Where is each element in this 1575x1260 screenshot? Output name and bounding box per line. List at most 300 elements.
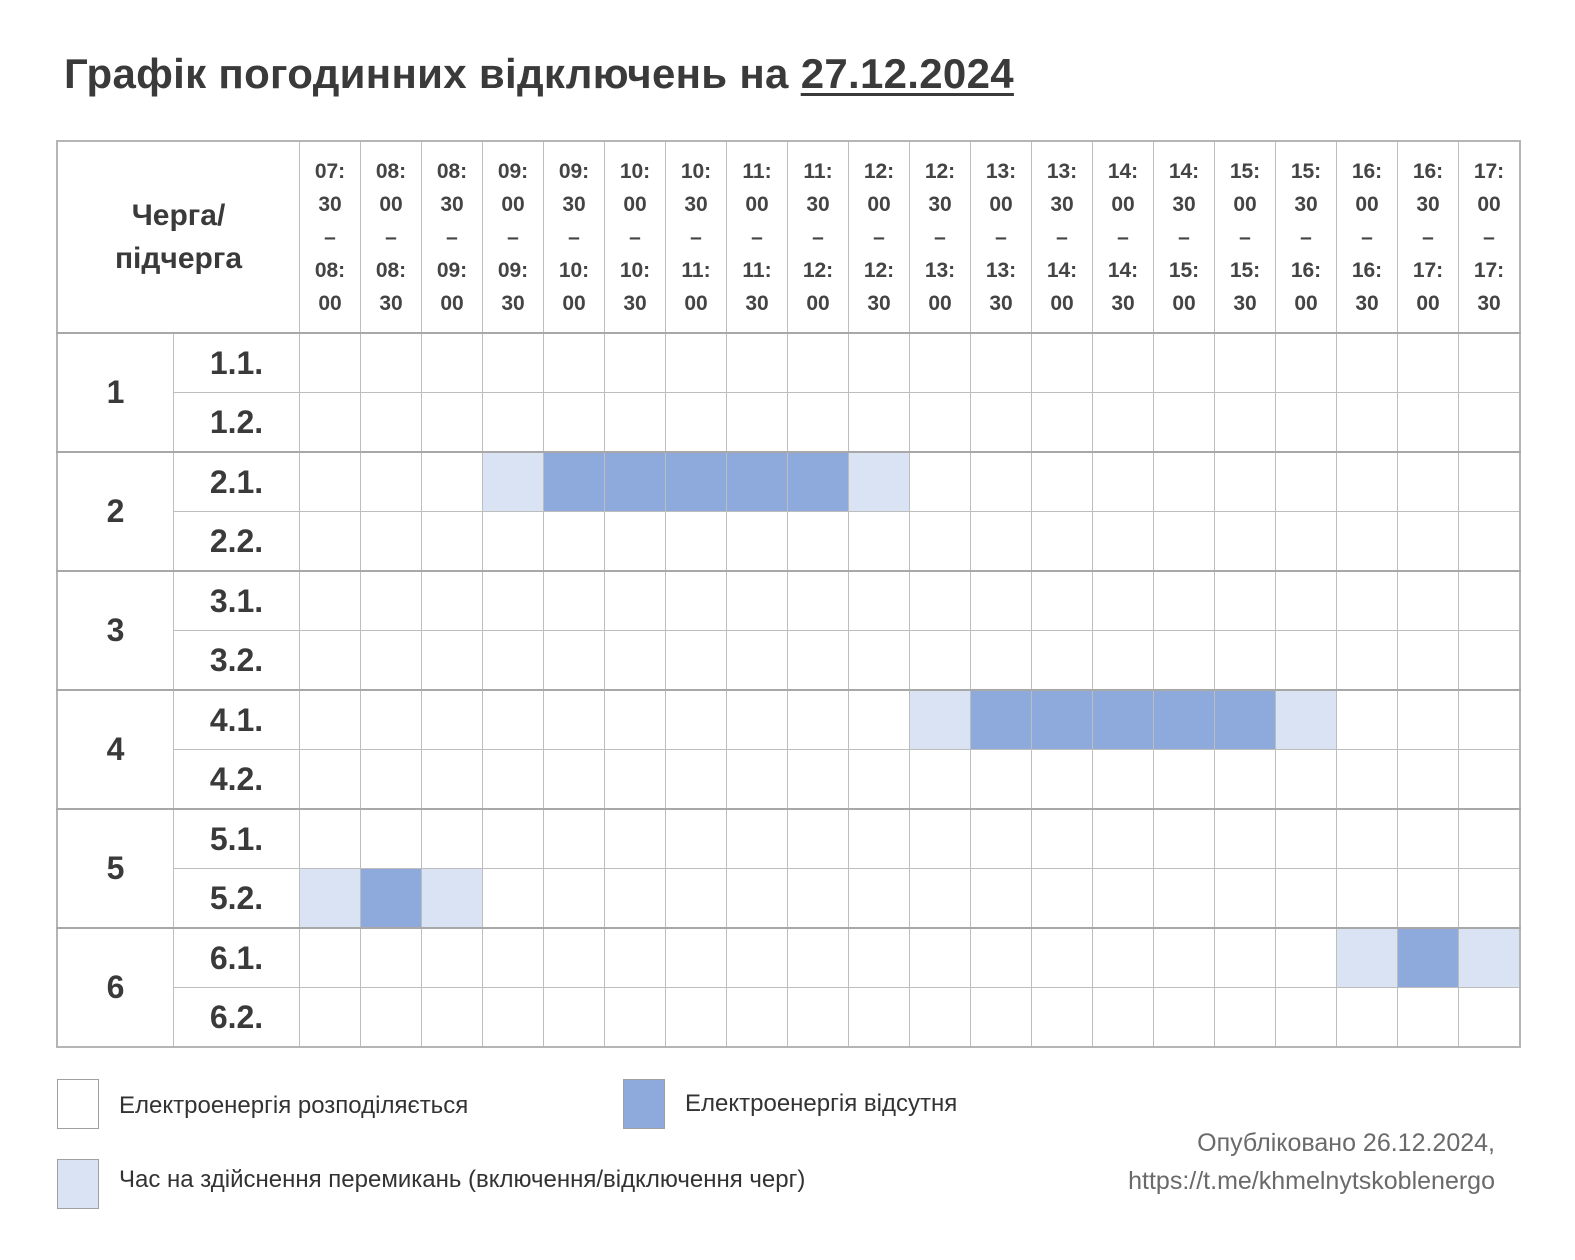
slot-cell-on [971, 393, 1032, 453]
time-slot-part: – [1178, 225, 1190, 249]
slot-cell-on [1459, 512, 1521, 572]
slot-cell-on [910, 393, 971, 453]
title-date: 27.12.2024 [800, 50, 1014, 97]
time-slot-part: 10: [680, 159, 712, 183]
time-slot-header [1093, 141, 1154, 333]
time-slot-part: 15: [1168, 258, 1200, 282]
time-slot-part: 13: [985, 258, 1017, 282]
page-title [64, 50, 1014, 98]
slot-cell-on [544, 631, 605, 691]
slot-cell-on [849, 690, 910, 750]
slot-cell-on [361, 928, 422, 988]
slot-cell-on [1276, 869, 1337, 929]
time-slot-part: 13: [924, 258, 956, 282]
slot-cell-off [1093, 690, 1154, 750]
time-slot-part: 00 [1355, 192, 1379, 216]
slot-cell-on [1032, 988, 1093, 1048]
outage-schedule-table [56, 140, 1521, 1048]
time-slot-part: 00 [318, 291, 342, 315]
slot-cell-on [544, 690, 605, 750]
slot-cell-on [1154, 512, 1215, 572]
slot-cell-on [1154, 393, 1215, 453]
source-link[interactable]: https://t.me/khmelnytskoblenergo [1128, 1167, 1495, 1195]
time-slot-part: – [385, 225, 397, 249]
time-slot-part: – [1239, 225, 1251, 249]
slot-cell-on [1459, 452, 1521, 512]
time-slot-part: 16: [1351, 258, 1383, 282]
slot-cell-on [422, 750, 483, 810]
slot-cell-on [483, 869, 544, 929]
slot-cell-on [361, 393, 422, 453]
time-slot-part: – [1117, 225, 1129, 249]
time-slot-part: 11: [681, 258, 711, 282]
time-slot-part: 12: [924, 159, 956, 183]
slot-cell-on [849, 869, 910, 929]
time-slot-part: 00 [1233, 192, 1257, 216]
slot-cell-on [727, 750, 788, 810]
legend-swatch-on [57, 1079, 99, 1129]
time-slot-part: 30 [440, 192, 464, 216]
slot-cell-on [910, 571, 971, 631]
slot-cell-on [605, 512, 666, 572]
schedule-row [57, 809, 1520, 869]
slot-cell-on [971, 928, 1032, 988]
slot-cell-on [1276, 393, 1337, 453]
slot-cell-on [605, 988, 666, 1048]
slot-cell-on [727, 928, 788, 988]
time-slot-part: 13: [985, 159, 1017, 183]
slot-cell-on [1215, 631, 1276, 691]
slot-cell-on [666, 631, 727, 691]
slot-cell-on [361, 452, 422, 512]
slot-cell-on [971, 750, 1032, 810]
slot-cell-on [1032, 809, 1093, 869]
slot-cell-on [788, 750, 849, 810]
slot-cell-on [1398, 988, 1459, 1048]
time-slot-part: 00 [562, 291, 586, 315]
slot-cell-on [849, 750, 910, 810]
slot-cell-on [910, 512, 971, 572]
slot-cell-on [544, 869, 605, 929]
time-slot-part: 00 [1294, 291, 1318, 315]
slot-cell-on [1276, 571, 1337, 631]
slot-cell-on [422, 988, 483, 1048]
slot-cell-on [971, 809, 1032, 869]
slot-cell-on [1215, 393, 1276, 453]
slot-cell-on [1276, 333, 1337, 393]
slot-cell-on [361, 631, 422, 691]
slot-cell-on [849, 333, 910, 393]
slot-cell-on [971, 988, 1032, 1048]
time-slot-part: 08: [314, 258, 346, 282]
time-slot-part: – [1300, 225, 1312, 249]
slot-cell-on [483, 333, 544, 393]
slot-cell-on [971, 333, 1032, 393]
slot-cell-on [483, 393, 544, 453]
corner-line-2: підчерга [114, 242, 243, 275]
corner-header [57, 141, 300, 333]
slot-cell-on [1398, 690, 1459, 750]
slot-cell-on [483, 690, 544, 750]
slot-cell-on [483, 988, 544, 1048]
slot-cell-on [1398, 452, 1459, 512]
slot-cell-switch [910, 690, 971, 750]
slot-cell-on [422, 393, 483, 453]
slot-cell-on [910, 750, 971, 810]
slot-cell-on [666, 988, 727, 1048]
slot-cell-on [1337, 988, 1398, 1048]
time-slot-part: 30 [1416, 192, 1440, 216]
legend-swatch-off [623, 1079, 665, 1129]
slot-cell-on [971, 571, 1032, 631]
time-slot-part: 11: [803, 159, 833, 183]
slot-cell-on [1093, 393, 1154, 453]
slot-cell-on [1093, 571, 1154, 631]
legend-swatch-switch [57, 1159, 99, 1209]
slot-cell-on [361, 571, 422, 631]
subqueue-label: 1.1. [174, 333, 300, 393]
slot-cell-on [605, 928, 666, 988]
slot-cell-on [483, 631, 544, 691]
queue-label: 4 [57, 690, 174, 809]
slot-cell-on [422, 512, 483, 572]
time-slot-part: 11: [742, 258, 772, 282]
time-slot-part: 30 [1294, 192, 1318, 216]
slot-cell-on [422, 452, 483, 512]
slot-cell-on [300, 452, 361, 512]
slot-cell-on [971, 452, 1032, 512]
slot-cell-switch [849, 452, 910, 512]
slot-cell-on [1276, 750, 1337, 810]
slot-cell-on [422, 571, 483, 631]
slot-cell-on [544, 809, 605, 869]
schedule-row [57, 750, 1520, 810]
slot-cell-switch [1459, 928, 1521, 988]
slot-cell-on [666, 393, 727, 453]
slot-cell-on [1215, 333, 1276, 393]
slot-cell-on [1154, 333, 1215, 393]
slot-cell-on [910, 333, 971, 393]
slot-cell-on [1276, 988, 1337, 1048]
time-slot-part: 09: [436, 258, 468, 282]
slot-cell-on [1337, 690, 1398, 750]
time-slot-part: 00 [1416, 291, 1440, 315]
time-slot-part: – [1056, 225, 1068, 249]
slot-cell-on [1093, 512, 1154, 572]
slot-cell-on [666, 571, 727, 631]
time-slot-part: 12: [863, 159, 895, 183]
slot-cell-on [1276, 512, 1337, 572]
slot-cell-on [605, 333, 666, 393]
slot-cell-on [1215, 750, 1276, 810]
slot-cell-on [910, 928, 971, 988]
time-slot-part: – [568, 225, 580, 249]
time-slot-part: 07: [314, 159, 346, 183]
schedule-row [57, 690, 1520, 750]
time-slot-part: – [507, 225, 519, 249]
slot-cell-on [666, 869, 727, 929]
slot-cell-on [1398, 809, 1459, 869]
slot-cell-off [544, 452, 605, 512]
time-slot-header [605, 141, 666, 333]
time-slot-part: 17: [1412, 258, 1444, 282]
time-slot-part: – [995, 225, 1007, 249]
slot-cell-on [300, 809, 361, 869]
slot-cell-on [788, 869, 849, 929]
time-slot-part: – [324, 225, 336, 249]
subqueue-label: 1.2. [174, 393, 300, 453]
time-slot-header [849, 141, 910, 333]
legend-label-switch: Час на здійснення перемикань (включення/відключення черг) [119, 1166, 806, 1193]
slot-cell-off [1398, 928, 1459, 988]
slot-cell-on [849, 571, 910, 631]
slot-cell-off [666, 452, 727, 512]
slot-cell-on [544, 393, 605, 453]
slot-cell-on [849, 809, 910, 869]
subqueue-label: 6.1. [174, 928, 300, 988]
slot-cell-on [483, 809, 544, 869]
time-slot-part: 00 [989, 192, 1013, 216]
slot-cell-on [1337, 750, 1398, 810]
slot-cell-on [1032, 333, 1093, 393]
slot-cell-on [1337, 631, 1398, 691]
slot-cell-on [361, 809, 422, 869]
queue-label: 5 [57, 809, 174, 928]
slot-cell-on [666, 928, 727, 988]
slot-cell-on [666, 333, 727, 393]
slot-cell-on [849, 988, 910, 1048]
slot-cell-on [666, 809, 727, 869]
slot-cell-off [727, 452, 788, 512]
time-slot-part: 00 [1050, 291, 1074, 315]
subqueue-label: 5.1. [174, 809, 300, 869]
slot-cell-on [1154, 928, 1215, 988]
subqueue-label: 4.2. [174, 750, 300, 810]
time-slot-part: – [751, 225, 763, 249]
legend-label-on: Електроенергія розподіляється [119, 1092, 469, 1119]
slot-cell-on [300, 690, 361, 750]
slot-cell-on [1154, 809, 1215, 869]
slot-cell-on [1215, 571, 1276, 631]
slot-cell-on [849, 393, 910, 453]
time-slot-part: 00 [806, 291, 830, 315]
time-slot-part: 14: [1168, 159, 1200, 183]
time-slot-part: 30 [989, 291, 1013, 315]
subqueue-label: 2.1. [174, 452, 300, 512]
slot-cell-on [666, 750, 727, 810]
slot-cell-on [849, 928, 910, 988]
slot-cell-on [910, 452, 971, 512]
slot-cell-on [1093, 928, 1154, 988]
schedule-row [57, 333, 1520, 393]
slot-cell-on [605, 809, 666, 869]
slot-cell-on [361, 750, 422, 810]
slot-cell-on [727, 571, 788, 631]
slot-cell-off [1032, 690, 1093, 750]
time-slot-part: 11: [742, 159, 772, 183]
time-slot-header [1276, 141, 1337, 333]
slot-cell-on [1398, 393, 1459, 453]
time-slot-part: 17: [1473, 159, 1505, 183]
slot-cell-on [1398, 512, 1459, 572]
time-slot-part: 15: [1290, 159, 1322, 183]
time-slot-part: 00 [1111, 192, 1135, 216]
time-slot-part: 14: [1107, 159, 1139, 183]
time-slot-part: 09: [497, 258, 529, 282]
time-slot-part: 00 [440, 291, 464, 315]
queue-label: 6 [57, 928, 174, 1047]
slot-cell-on [1154, 869, 1215, 929]
slot-cell-on [422, 690, 483, 750]
slot-cell-on [727, 809, 788, 869]
time-slot-header [1337, 141, 1398, 333]
time-slot-part: 00 [745, 192, 769, 216]
slot-cell-on [544, 333, 605, 393]
time-slot-part: 10: [619, 159, 651, 183]
slot-cell-on [1093, 809, 1154, 869]
time-slot-header [788, 141, 849, 333]
slot-cell-on [422, 928, 483, 988]
slot-cell-on [483, 571, 544, 631]
slot-cell-on [1093, 631, 1154, 691]
slot-cell-on [727, 690, 788, 750]
subqueue-label: 5.2. [174, 869, 300, 929]
slot-cell-switch [422, 869, 483, 929]
slot-cell-on [1032, 631, 1093, 691]
time-slot-part: 08: [375, 159, 407, 183]
subqueue-label: 3.1. [174, 571, 300, 631]
slot-cell-on [605, 750, 666, 810]
slot-cell-on [727, 869, 788, 929]
time-slot-part: 30 [1050, 192, 1074, 216]
slot-cell-on [1093, 750, 1154, 810]
slot-cell-on [1459, 690, 1521, 750]
slot-cell-on [666, 690, 727, 750]
time-slot-part: 15: [1229, 258, 1261, 282]
time-slot-part: 30 [623, 291, 647, 315]
slot-cell-on [727, 333, 788, 393]
schedule-body [57, 333, 1520, 1047]
time-slot-header [422, 141, 483, 333]
time-slot-part: 13: [1046, 159, 1078, 183]
slot-cell-on [1459, 809, 1521, 869]
slot-cell-off [788, 452, 849, 512]
slot-cell-on [1032, 869, 1093, 929]
slot-cell-on [1337, 869, 1398, 929]
slot-cell-on [544, 750, 605, 810]
time-slot-header [1215, 141, 1276, 333]
slot-cell-on [544, 928, 605, 988]
time-slot-part: – [1422, 225, 1434, 249]
header-row [57, 141, 1520, 333]
subqueue-label: 3.2. [174, 631, 300, 691]
slot-cell-on [1154, 750, 1215, 810]
time-slot-part: 12: [802, 258, 834, 282]
slot-cell-on [1154, 988, 1215, 1048]
slot-cell-switch [300, 869, 361, 929]
slot-cell-on [1398, 750, 1459, 810]
slot-cell-on [1215, 928, 1276, 988]
slot-cell-on [1276, 809, 1337, 869]
time-slot-part: 00 [684, 291, 708, 315]
schedule-row [57, 393, 1520, 453]
footer [1128, 1124, 1495, 1200]
slot-cell-on [788, 393, 849, 453]
slot-cell-on [300, 393, 361, 453]
slot-cell-on [300, 750, 361, 810]
legend-label-off: Електроенергія відсутня [685, 1090, 958, 1117]
time-slot-part: 00 [501, 192, 525, 216]
slot-cell-on [544, 512, 605, 572]
slot-cell-on [1276, 928, 1337, 988]
slot-cell-on [910, 631, 971, 691]
slot-cell-on [1398, 869, 1459, 929]
slot-cell-on [727, 631, 788, 691]
slot-cell-on [1215, 869, 1276, 929]
time-slot-part: 30 [684, 192, 708, 216]
slot-cell-on [1032, 452, 1093, 512]
slot-cell-on [1032, 750, 1093, 810]
slot-cell-on [1093, 333, 1154, 393]
time-slot-header [727, 141, 788, 333]
time-slot-part: 15: [1229, 159, 1261, 183]
slot-cell-on [422, 333, 483, 393]
time-slot-part: 30 [806, 192, 830, 216]
time-slot-part: 00 [379, 192, 403, 216]
slot-cell-on [727, 988, 788, 1048]
time-slot-header [1459, 141, 1521, 333]
time-slot-part: 00 [623, 192, 647, 216]
slot-cell-on [910, 869, 971, 929]
schedule-row [57, 512, 1520, 572]
slot-cell-on [1215, 452, 1276, 512]
slot-cell-on [1459, 393, 1521, 453]
time-slot-part: 30 [1111, 291, 1135, 315]
time-slot-header [1398, 141, 1459, 333]
slot-cell-switch [1337, 928, 1398, 988]
slot-cell-on [483, 512, 544, 572]
slot-cell-on [666, 512, 727, 572]
slot-cell-on [910, 809, 971, 869]
slot-cell-on [788, 988, 849, 1048]
slot-cell-on [544, 988, 605, 1048]
slot-cell-on [483, 750, 544, 810]
slot-cell-on [849, 512, 910, 572]
slot-cell-on [971, 631, 1032, 691]
slot-cell-on [910, 988, 971, 1048]
time-slot-header [666, 141, 727, 333]
slot-cell-on [605, 869, 666, 929]
time-slot-part: 16: [1351, 159, 1383, 183]
slot-cell-on [1276, 631, 1337, 691]
time-slot-part: 30 [562, 192, 586, 216]
slot-cell-on [971, 512, 1032, 572]
time-slot-part: 14: [1107, 258, 1139, 282]
time-slot-header [1154, 141, 1215, 333]
time-slot-part: 30 [1477, 291, 1501, 315]
time-slot-part: 00 [928, 291, 952, 315]
slot-cell-on [1215, 512, 1276, 572]
queue-label: 2 [57, 452, 174, 571]
slot-cell-on [361, 690, 422, 750]
time-slot-part: 10: [558, 258, 590, 282]
time-slot-part: 17: [1473, 258, 1505, 282]
time-slot-part: 30 [745, 291, 769, 315]
slot-cell-on [300, 333, 361, 393]
slot-cell-on [971, 869, 1032, 929]
slot-cell-on [605, 690, 666, 750]
slot-cell-on [1337, 571, 1398, 631]
